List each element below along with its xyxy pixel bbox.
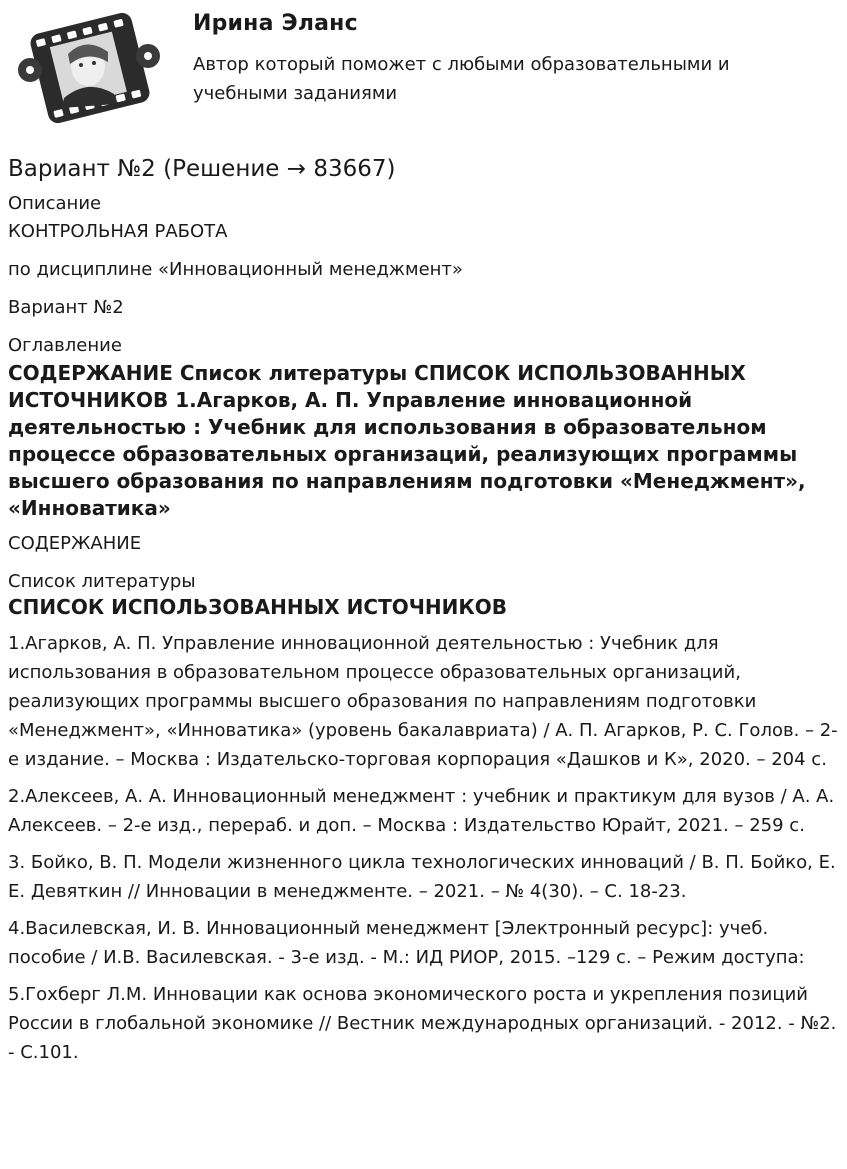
reference-item: 1.Агарков, А. П. Управление инновационной деятельностью : Учебник для использования в образовательном процессе образовательных организаций, реализующих программы высшего образования по направлениям подготовки «Менеджмент», «Инноватика» (уровень бакалавриата) / А. П. Агарков, Р. С. Голов. – 2-е издание. – Москва : Издательско-торговая корпорация «Дашков и К», 2020. – 204 с. bbox=[8, 633, 838, 770]
description-label: Описание bbox=[8, 193, 102, 214]
author-block bbox=[8, 0, 839, 140]
author-avatar[interactable] bbox=[16, 8, 162, 126]
author-name: Ирина Эланс bbox=[193, 11, 358, 36]
reference-item: 5.Гохберг Л.М. Инновации как основа экономического роста и укрепления позиций России в глобальной экономике // Вестник международных организаций. - 2012. - №2. - С.101. bbox=[8, 984, 837, 1063]
toc-text: СОДЕРЖАНИЕ Список литературы СПИСОК ИСПОЛЬЗОВАННЫХ ИСТОЧНИКОВ 1.Агарков, А. П. Управление инновационной деятельностью : Учебник для использования в образовательном процессе образовательных организаций, реализующих программы высшего образования по направлениям подготовки «Менеджмент», «Инноватика» bbox=[8, 361, 806, 520]
references-list bbox=[8, 629, 839, 1067]
literature-label: Список литературы bbox=[8, 571, 196, 592]
author-description: Автор который поможет с любыми образовательными и учебными заданиями bbox=[193, 54, 730, 104]
reference-item: 3. Бойко, В. П. Модели жизненного цикла технологических инноваций / В. П. Бойко, Е. Е. Девяткин // Инновации в менеджменте. – 2021. – № 4(30). – С. 18-23. bbox=[8, 852, 836, 902]
toc-label: Оглавление bbox=[8, 335, 122, 356]
contents-label: СОДЕРЖАНИЕ bbox=[8, 533, 142, 554]
desc-line: Вариант №2 bbox=[8, 297, 124, 318]
desc-line: КОНТРОЛЬНАЯ РАБОТА bbox=[8, 221, 228, 242]
desc-line: по дисциплине «Инновационный менеджмент» bbox=[8, 259, 463, 280]
page-title: Вариант №2 (Решение → 83667) bbox=[8, 156, 396, 182]
reference-item: 4.Василевская, И. В. Инновационный менеджмент [Электронный ресурс]: учеб. пособие / И.В. Василевская. - 3-е изд. - М.: ИД РИОР, 2015. –129 с. – Режим доступа: bbox=[8, 918, 805, 968]
sources-heading: СПИСОК ИСПОЛЬЗОВАННЫХ ИСТОЧНИКОВ bbox=[8, 595, 507, 619]
reference-item: 2.Алексеев, А. А. Инновационный менеджмент : учебник и практикум для вузов / А. А. Алексеев. – 2-е изд., перераб. и доп. – Москва : Издательство Юрайт, 2021. – 259 с. bbox=[8, 786, 835, 836]
